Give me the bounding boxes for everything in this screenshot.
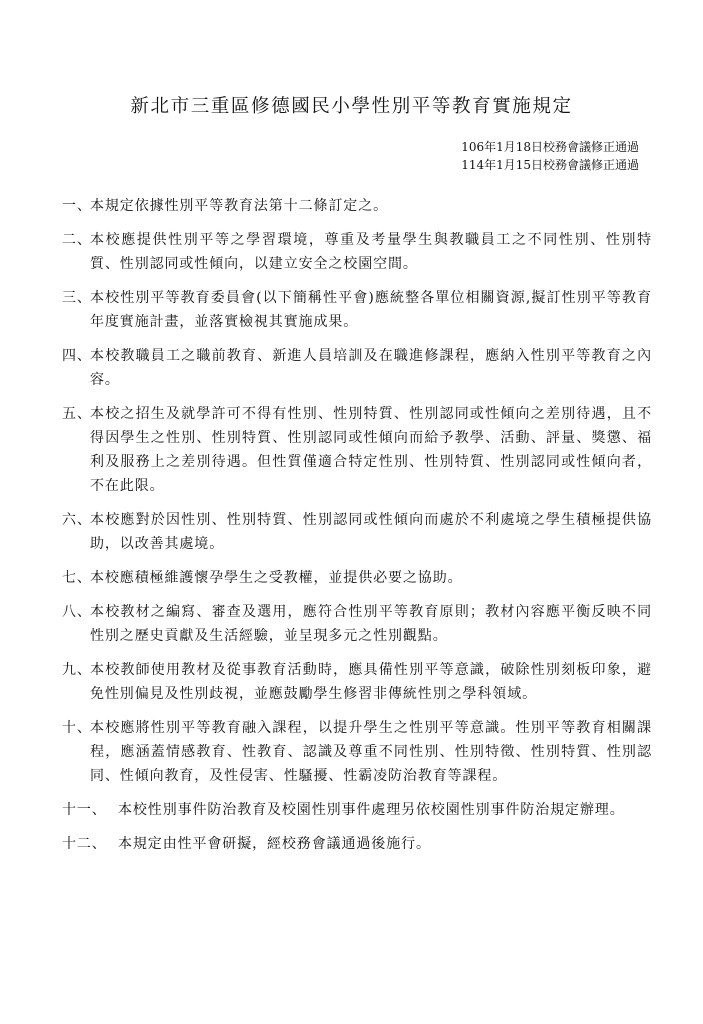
clause-item bbox=[62, 228, 652, 276]
clause-number: 十、 bbox=[62, 720, 92, 736]
clause-text: 本校應積極維護懷孕學生之受教權，並提供必要之協助。 bbox=[90, 570, 463, 586]
clause-text: 本校之招生及就學許可不得有性別、性別特質、性別認同或性傾向之差別待遇，且不得因學生之性別、性別特質、性別認同或性傾向而給予教學、活動、評量、獎懲、福利及服務上之差別待遇。但性質僅適合特定性別、性別特質、性別認同或性傾向者，不在此限。 bbox=[90, 406, 652, 494]
clause-number: 十一、 bbox=[62, 802, 107, 818]
clause-text: 本校教職員工之職前教育、新進人員培訓及在職進修課程，應納入性別平等教育之內容。 bbox=[90, 348, 652, 388]
document-title: 新北市三重區修德國民小學性別平等教育實施規定 bbox=[130, 96, 573, 117]
clause-item bbox=[62, 194, 652, 218]
clause-text: 本校應對於因性別、性別特質、性別認同或性傾向而處於不利處境之學生積極提供協助，以改善其處境。 bbox=[90, 512, 652, 552]
clause-text: 本規定由性平會研擬，經校務會議通過後施行。 bbox=[118, 836, 431, 852]
revision-note: 106年1月18日校務會議修正通過 bbox=[461, 140, 639, 154]
revision-notes bbox=[461, 138, 639, 174]
clause-text: 本校應將性別平等教育融入課程，以提升學生之性別平等意識。性別平等教育相關課程，應涵蓋情感教育、性教育、認識及尊重不同性別、性別特徵、性別特質、性別認同、性傾向教育，及性侵害、性騷擾、性霸凌防治教育等課程。 bbox=[90, 720, 652, 784]
clause-number: 八、 bbox=[62, 604, 92, 620]
clause-number: 六、 bbox=[62, 512, 92, 528]
clause-text: 本校教師使用教材及從事教育活動時，應具備性別平等意識，破除性別刻板印象，避免性別偏見及性別歧視，並應鼓勵學生修習非傳統性別之學科領域。 bbox=[90, 662, 652, 702]
clause-number: 七、 bbox=[62, 570, 92, 586]
clause-item bbox=[62, 402, 652, 498]
clause-text: 本校性別事件防治教育及校園性別事件處理另依校園性別事件防治規定辦理。 bbox=[118, 802, 625, 818]
clause-text: 本校教材之編寫、審查及選用，應符合性別平等教育原則；教材內容應平衡反映不同性別之歷史貢獻及生活經驗，並呈現多元之性別觀點。 bbox=[90, 604, 652, 644]
clause-number: 九、 bbox=[62, 662, 92, 678]
clause-item bbox=[62, 658, 652, 706]
clause-number: 十二、 bbox=[62, 836, 107, 852]
clause-number: 四、 bbox=[62, 348, 92, 364]
clause-item bbox=[62, 600, 652, 648]
clause-item bbox=[62, 798, 652, 822]
clause-text: 本校應提供性別平等之學習環境，尊重及考量學生與教職員工之不同性別、性別特質、性別認同或性傾向，以建立安全之校園空間。 bbox=[90, 232, 652, 272]
clause-text: 本規定依據性別平等教育法第十二條訂定之。 bbox=[90, 198, 388, 214]
revision-note: 114年1月15日校務會議修正通過 bbox=[461, 158, 639, 172]
clause-item bbox=[62, 286, 652, 334]
clause-item bbox=[62, 508, 652, 556]
clause-item bbox=[62, 716, 652, 788]
clause-item bbox=[62, 832, 652, 856]
clause-number: 一、 bbox=[62, 198, 92, 214]
clause-number: 五、 bbox=[62, 406, 92, 422]
clause-list bbox=[62, 194, 652, 866]
clause-number: 三、 bbox=[62, 290, 92, 306]
clause-item bbox=[62, 344, 652, 392]
clause-text: 本校性別平等教育委員會(以下簡稱性平會)應統整各單位相關資源,擬訂性別平等教育年度實施計畫，並落實檢視其實施成果。 bbox=[90, 290, 652, 330]
clause-item bbox=[62, 566, 652, 590]
clause-number: 二、 bbox=[62, 232, 92, 248]
